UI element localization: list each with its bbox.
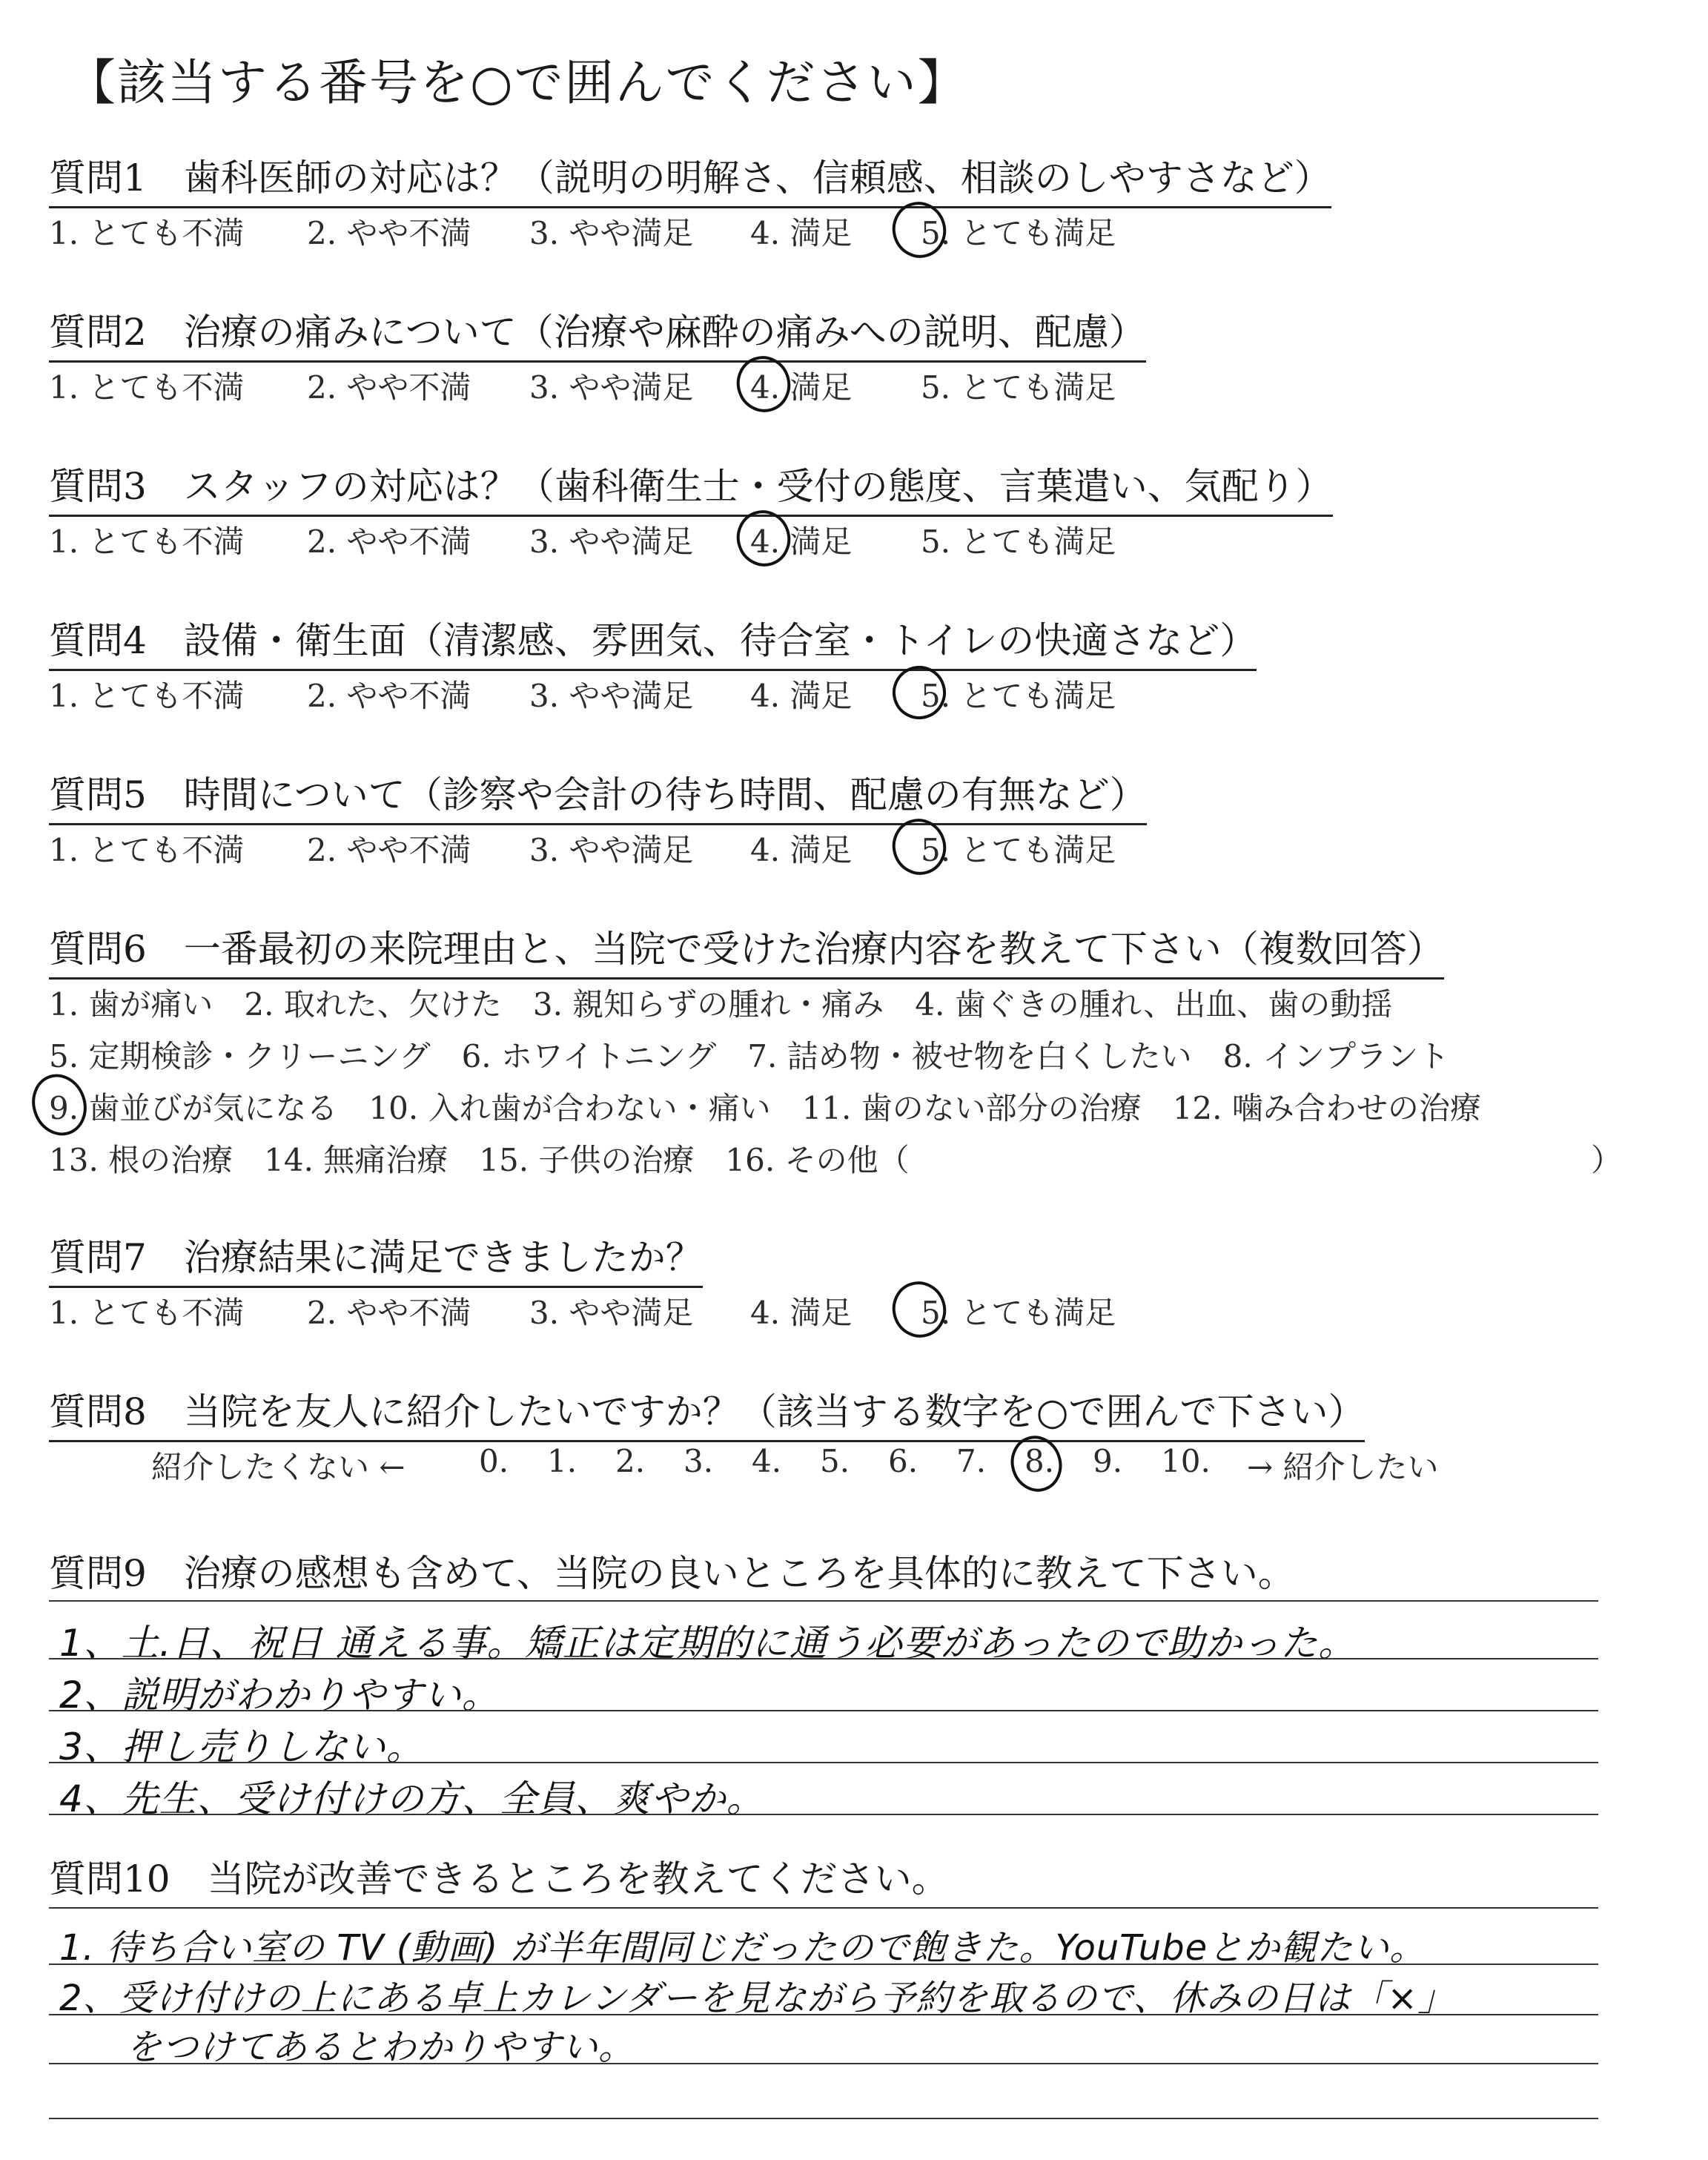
q6-row-2[interactable]: 5. 定期検診・クリーニング 6. ホワイトニング 7. 詰め物・被せ物を白くしたい 8. インプラント [49, 1038, 1450, 1074]
q9-answer-3[interactable]: 3、押し売りしない。 [59, 1725, 424, 1768]
question-10-label: 質問10 当院が改善できるところを教えてください。 [49, 1857, 949, 1900]
q8-scale-4[interactable]: 4. [752, 1443, 782, 1479]
q8-left-label: 紹介したくない ← [151, 1449, 406, 1485]
q9-answer-2[interactable]: 2、説明がわかりやすい。 [59, 1674, 500, 1717]
q10-answer-3[interactable]: をつけてあるとわかりやすい。 [126, 2027, 635, 2068]
question-1-label: 質問1 歯科医師の対応は？（説明の明解さ、信頼感、相談のしやすさなど） [49, 148, 1331, 208]
q1-opt-1[interactable]: 1. とても不満 [49, 215, 245, 251]
q2-opt-2[interactable]: 2. やや不満 [307, 369, 471, 406]
q7-opt-4[interactable]: 4. 満足 [750, 1295, 853, 1331]
question-4-label: 質問4 設備・衛生面（清潔感、雰囲気、待合室・トイレの快適さなど） [49, 611, 1257, 671]
survey-title: 【該当する番号を○で囲んでください】 [67, 54, 968, 111]
q3-opt-2[interactable]: 2. やや不満 [307, 524, 471, 560]
question-5-label: 質問5 時間について（診察や会計の待ち時間、配慮の有無など） [49, 765, 1147, 825]
q6-selected-circle [25, 1069, 93, 1141]
q8-scale-1[interactable]: 1. [547, 1443, 577, 1479]
q6-row-4[interactable]: 13. 根の治療 14. 無痛治療 15. 子供の治療 16. その他（ [49, 1142, 910, 1178]
q2-opt-1[interactable]: 1. とても不満 [49, 369, 245, 406]
q7-opt-1[interactable]: 1. とても不満 [49, 1295, 245, 1331]
q2-opt-3[interactable]: 3. やや満足 [529, 369, 694, 406]
q10-answer-1[interactable]: 1. 待ち合い室の TV (動画) が半年間同じだったので飽きた。YouTubeとか観たい。 [59, 1927, 1426, 1969]
q5-opt-4[interactable]: 4. 満足 [750, 832, 853, 868]
q6-row-3[interactable]: 9. 歯並びが気になる 10. 入れ歯が合わない・痛い 11. 歯のない部分の治療 12. 噛み合わせの治療 [49, 1090, 1481, 1126]
question-6-label: 質問6 一番最初の来院理由と、当院で受けた治療内容を教えて下さい（複数回答） [49, 919, 1444, 980]
q1-opt-3[interactable]: 3. やや満足 [529, 215, 694, 251]
q1-opt-2[interactable]: 2. やや不満 [307, 215, 471, 251]
q10-answer-2[interactable]: 2、受け付けの上にある卓上カレンダーを見ながら予約を取るので、休みの日は「×」 [59, 1978, 1454, 2019]
q8-right-label: → 紹介したい [1247, 1449, 1439, 1485]
q8-scale-6[interactable]: 6. [888, 1443, 918, 1479]
q4-selected-circle [887, 661, 951, 724]
q2-opt-4[interactable]: 4. 満足 [750, 369, 853, 406]
q5-opt-2[interactable]: 2. やや不満 [307, 832, 471, 868]
q8-scale-9[interactable]: 9. [1093, 1443, 1123, 1479]
q7-opt-3[interactable]: 3. やや満足 [529, 1295, 694, 1331]
question-3-label: 質問3 スタッフの対応は？（歯科衛生士・受付の態度、言葉遣い、気配り） [49, 457, 1333, 517]
q5-opt-1[interactable]: 1. とても不満 [49, 832, 245, 868]
question-9-label: 質問9 治療の感想も含めて、当院の良いところを具体的に教えて下さい。 [49, 1552, 1295, 1595]
q5-opt-5[interactable]: 5. とても満足 [921, 832, 1116, 868]
q1-selected-circle [887, 196, 952, 262]
q3-selected-circle [732, 505, 796, 571]
q3-opt-3[interactable]: 3. やや満足 [529, 524, 694, 560]
q8-scale-2[interactable]: 2. [615, 1443, 646, 1479]
q3-opt-1[interactable]: 1. とても不満 [49, 524, 245, 560]
q4-opt-4[interactable]: 4. 満足 [750, 678, 853, 714]
q2-selected-circle [732, 351, 796, 417]
q8-scale-7[interactable]: 7. [956, 1443, 987, 1479]
q6-other-close: ） [1591, 1142, 1623, 1178]
question-7-label: 質問7 治療結果に満足できましたか？ [49, 1228, 703, 1288]
q8-scale-5[interactable]: 5. [820, 1443, 850, 1479]
q6-row-1[interactable]: 1. 歯が痛い 2. 取れた、欠けた 3. 親知らずの腫れ・痛み 4. 歯ぐきの腫れ、出血、歯の動揺 [49, 986, 1393, 1023]
q7-selected-circle [887, 1276, 952, 1342]
q1-opt-4[interactable]: 4. 満足 [750, 215, 853, 251]
q8-selected-circle [1005, 1431, 1067, 1496]
q4-opt-2[interactable]: 2. やや不満 [307, 678, 471, 714]
q8-scale-8[interactable]: 8. [1025, 1443, 1055, 1479]
question-2-label: 質問2 治療の痛みについて（治療や麻酔の痛みへの説明、配慮） [49, 303, 1146, 363]
q5-opt-3[interactable]: 3. やや満足 [529, 832, 694, 868]
q7-opt-5[interactable]: 5. とても満足 [921, 1295, 1116, 1331]
q9-answer-1[interactable]: 1、土.日、祝日 通える事。矯正は定期的に通う必要があったので助かった。 [59, 1622, 1357, 1665]
q4-opt-1[interactable]: 1. とても不満 [49, 678, 245, 714]
q3-opt-4[interactable]: 4. 満足 [750, 524, 853, 560]
q4-opt-5[interactable]: 5. とても満足 [921, 678, 1116, 714]
q4-opt-3[interactable]: 3. やや満足 [529, 678, 694, 714]
q2-opt-5[interactable]: 5. とても満足 [921, 369, 1116, 406]
q9-answer-4[interactable]: 4、先生、受け付けの方、全員、爽やか。 [59, 1777, 764, 1820]
q7-opt-2[interactable]: 2. やや不満 [307, 1295, 471, 1331]
q8-scale-3[interactable]: 3. [683, 1443, 714, 1479]
q3-opt-5[interactable]: 5. とても満足 [921, 524, 1116, 560]
q8-scale-10[interactable]: 10. [1161, 1443, 1211, 1479]
q8-scale-0[interactable]: 0. [479, 1443, 509, 1479]
q1-opt-5[interactable]: 5. とても満足 [921, 215, 1116, 251]
question-8-label: 質問8 当院を友人に紹介したいですか？（該当する数字を○で囲んで下さい） [49, 1382, 1365, 1442]
q5-selected-circle [887, 813, 952, 879]
